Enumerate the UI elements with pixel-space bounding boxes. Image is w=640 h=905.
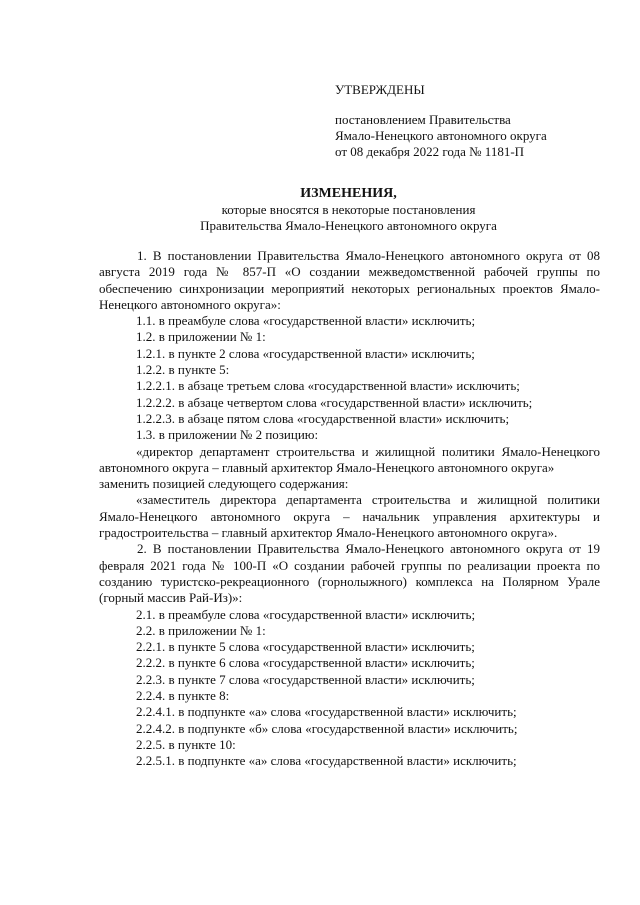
list-item: 2.2.4.2. в подпункте «б» слова «государственной власти» исключить; — [136, 720, 518, 736]
document-body — [99, 248, 600, 770]
document-heading — [96, 186, 601, 234]
list-item: 2.2.2. в пункте 6 слова «государственной власти» исключить; — [136, 655, 475, 671]
list-item: 2.1. в преамбуле слова «государственной власти» исключить; — [136, 606, 476, 622]
list-item: 1.2.2.2. в абзаце четвертом слова «государственной власти» исключить; — [136, 394, 533, 410]
heading-title: ИЗМЕНЕНИЯ, — [300, 186, 397, 201]
list-item: 1.2.2. в пункте 5: — [136, 362, 230, 378]
list-item: 1.2.2.3. в абзаце пятом слова «государственной власти» исключить; — [136, 410, 510, 426]
list-item: 2.2.5. в пункте 10: — [136, 736, 236, 752]
heading-subtitle: которые вносятся в некоторые постановления — [221, 202, 476, 217]
approval-title: УТВЕРЖДЕНЫ — [335, 82, 425, 97]
quoted-position: «директор департамент строительства и жилищной политики Ямало-Ненецкого автономного округа – главный архитектор Ямало-Ненецкого автономного округа» — [99, 443, 600, 475]
paragraph: заменить позицией следующего содержания: — [99, 476, 349, 492]
paragraph: 1. В постановлении Правительства Ямало-Ненецкого автономного округа от 08 августа 2019 года № 857-П «О создании межведомственной рабочей группы по обеспечению синхронизации мероприятий некоторых региональных проектов Ямало-Ненецкого автономного округа»: — [99, 248, 600, 312]
list-item: 2.2.4. в пункте 8: — [136, 688, 230, 704]
list-item: 2.2.5.1. в подпункте «а» слова «государственной власти» исключить; — [136, 753, 517, 769]
list-item: 1.2.1. в пункте 2 слова «государственной власти» исключить; — [136, 345, 475, 361]
quoted-position: «заместитель директора департамента строительства и жилищной политики Ямало-Ненецкого автономного округа – начальник управления архитектуры и градостроительства – главный архитектор Ямало-Ненецкого автономного округа». — [99, 492, 600, 541]
list-item: 1.2. в приложении № 1: — [136, 329, 266, 345]
list-item: 2.2. в приложении № 1: — [136, 622, 266, 638]
list-item: 2.2.4.1. в подпункте «а» слова «государственной власти» исключить; — [136, 704, 517, 720]
list-item: 1.1. в преамбуле слова «государственной власти» исключить; — [136, 313, 476, 329]
list-item: 1.2.2.1. в абзаце третьем слова «государственной власти» исключить; — [136, 378, 520, 394]
list-item: 2.2.3. в пункте 7 слова «государственной власти» исключить; — [136, 671, 475, 687]
approval-block — [335, 82, 625, 160]
heading-subtitle: Правительства Ямало-Ненецкого автономного округа — [200, 218, 497, 233]
paragraph: 2. В постановлении Правительства Ямало-Ненецкого автономного округа от 19 февраля 2021 года № 100-П «О создании рабочей группы по реализации проекта по созданию туристско-рекреационного (горнолыжного) комплекса на Полярном Урале (горный массив Рай-Из)»: — [99, 541, 600, 606]
approval-line: Ямало-Ненецкого автономного округа — [335, 128, 547, 143]
list-item: 1.3. в приложении № 2 позицию: — [136, 427, 319, 443]
list-item: 2.2.1. в пункте 5 слова «государственной власти» исключить; — [136, 639, 475, 655]
approval-line: от 08 декабря 2022 года № 1181-П — [335, 144, 525, 159]
approval-line: постановлением Правительства — [335, 112, 511, 127]
